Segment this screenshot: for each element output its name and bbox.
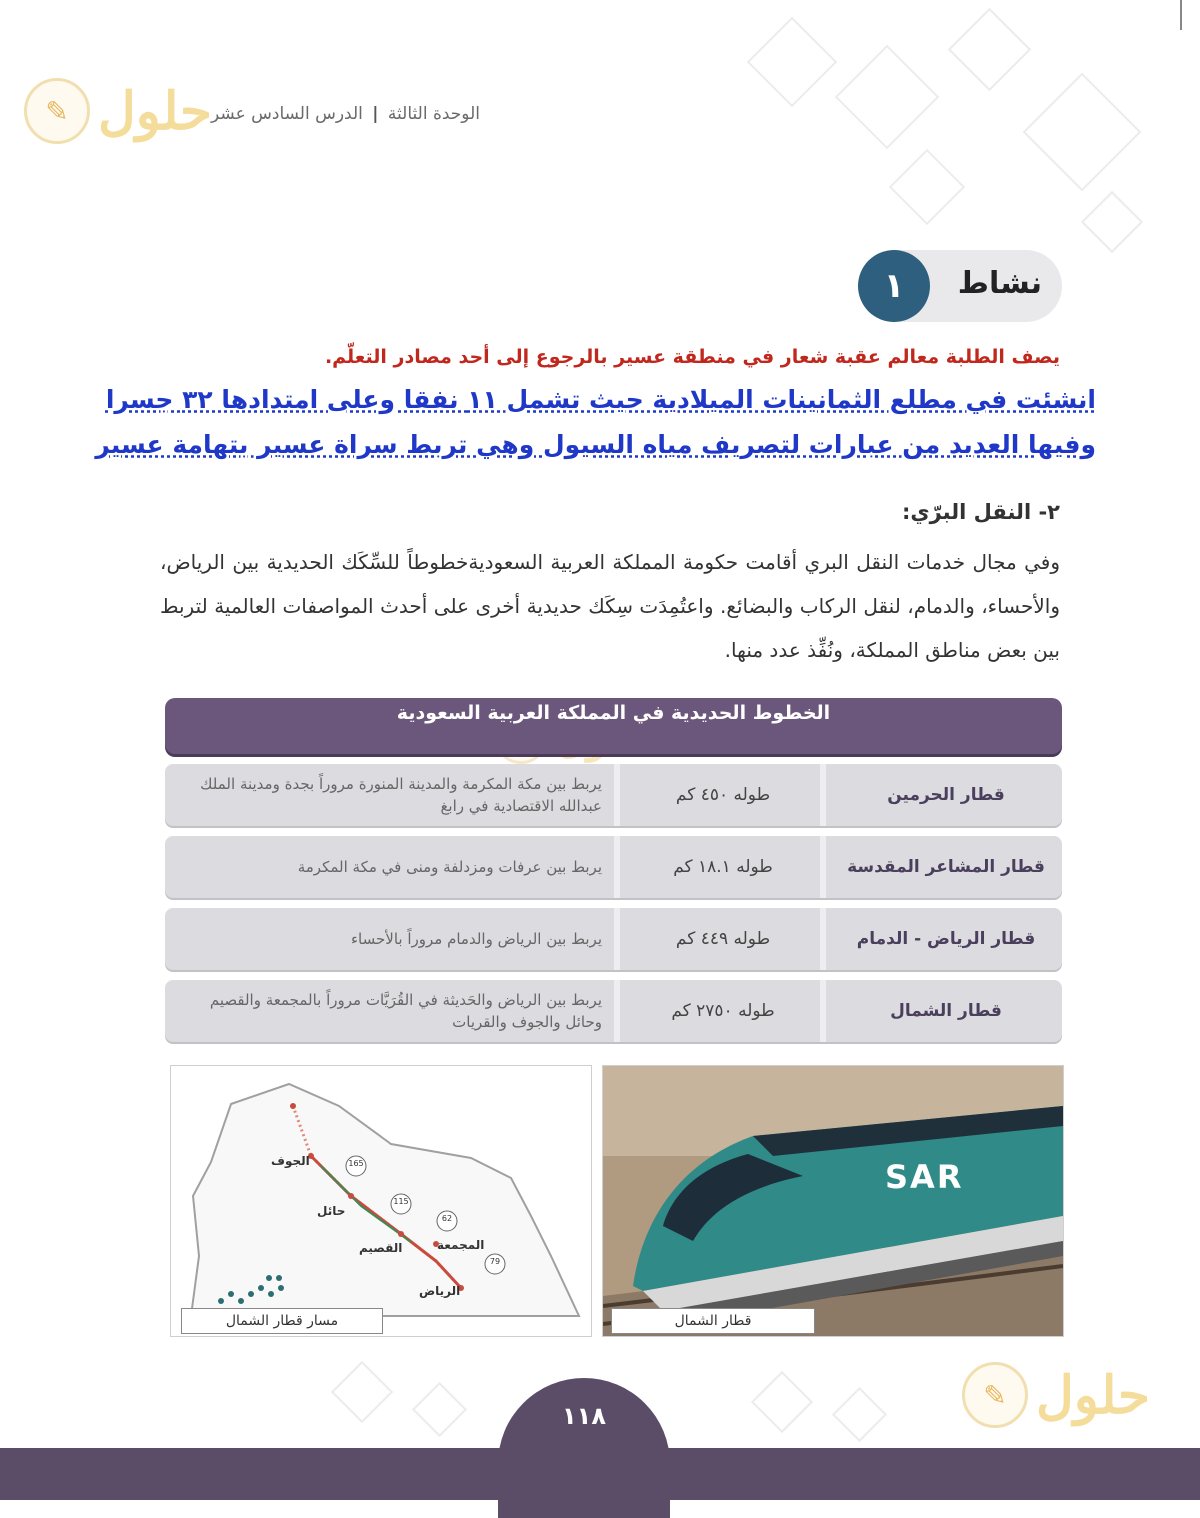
watermark-logo-icon: ✎ [962, 1362, 1028, 1428]
page-number: ١١٨ [562, 1402, 606, 1430]
train-length: طوله ١٨.١ كم [673, 857, 773, 877]
table-row [165, 980, 1062, 1042]
cell-divider [614, 908, 620, 970]
train-name: قطار الحرمين [887, 785, 1005, 805]
train-name: قطار الرياض - الدمام [856, 929, 1036, 949]
watermark-bottom [962, 1362, 1150, 1428]
cell-divider [820, 836, 826, 898]
background-decoration [412, 1382, 467, 1437]
activity-number: ١ [858, 250, 930, 322]
cell-divider [614, 764, 620, 826]
page-number-tab [498, 1378, 670, 1518]
train-photo-image [603, 1066, 1063, 1336]
train-description: يربط بين الرياض والحَديثة في القُرَيَّات مروراً بالمجمعة والقصيم وحائل والجوف والقريات [209, 991, 602, 1031]
cell-divider [820, 764, 826, 826]
activity-badge [858, 250, 1062, 322]
section-paragraph: وفي مجال خدمات النقل البري أقامت حكومة المملكة العربية السعوديةخطوطاً للسِّكَك الحديدية بين الرياض، والأحساء، والدمام، لنقل الركاب والبضائع. واعتُمِدَت سِكَك حديدية أخرى على أحدث المواصفات العالمية لتربط بين بعض مناطق المملكة، ونُفِّذ عدد منها. [160, 550, 1060, 662]
map-city-label: حائل [317, 1204, 346, 1218]
railways-table [165, 698, 1062, 1042]
train-length: طوله ٢٧٥٠ كم [671, 1001, 775, 1021]
table-row [165, 908, 1062, 970]
map-city-label: القصيم [359, 1241, 403, 1255]
watermark-text: حلول [1036, 1364, 1151, 1426]
map-distance-label: 115 [393, 1197, 409, 1206]
header-separator: | [372, 104, 379, 124]
train-name: قطار الشمال [890, 1001, 1002, 1021]
background-decoration [835, 45, 940, 150]
cell-divider [614, 980, 620, 1042]
background-decoration [751, 1371, 813, 1433]
train-description: يربط بين الرياض والدمام مروراً بالأحساء [350, 930, 602, 948]
table-row [165, 836, 1062, 898]
background-decoration [747, 17, 838, 108]
table-title: الخطوط الحديدية في المملكة العربية السعودية [165, 698, 1062, 754]
background-decoration [1081, 191, 1143, 253]
cell-divider [820, 980, 826, 1042]
activity-instruction: يصف الطلبة معالم عقبة شعار في منطقة عسير بالرجوع إلى أحد مصادر التعلّم. [324, 346, 1060, 368]
train-logo: SAR [885, 1158, 964, 1196]
activity-label: نشاط [957, 266, 1042, 301]
background-decoration [1023, 73, 1142, 192]
map-distance-label: 79 [489, 1257, 501, 1266]
answer-line-1: انشئت في مطلع الثمانينات الميلادية حيث تشمل ١١ نفقا وعلى امتدادها ٣٢ جسرا [105, 385, 1096, 414]
table-row [165, 764, 1062, 826]
background-decoration [331, 1361, 393, 1423]
background-decoration [832, 1387, 887, 1442]
map-caption: مسار قطار الشمال [181, 1308, 383, 1334]
map-distance-label: 62 [441, 1214, 453, 1223]
cell-divider [820, 908, 826, 970]
unit-label: الوحدة الثالثة [387, 104, 480, 124]
section-title: ٢- النقل البرّي: [901, 500, 1060, 524]
route-map-panel [170, 1065, 592, 1337]
watermark-text: حلول [98, 80, 213, 142]
lesson-label: الدرس السادس عشر [211, 104, 363, 124]
photo-caption: قطار الشمال [611, 1308, 815, 1334]
map-city-label: الرياض [419, 1284, 461, 1298]
page-edge-mark [1180, 0, 1182, 30]
train-name: قطار المشاعر المقدسة [847, 857, 1045, 877]
background-decoration [889, 149, 965, 225]
map-distance-label: 165 [348, 1159, 364, 1168]
watermark-logo-icon: ✎ [24, 78, 90, 144]
train-length: طوله ٤٤٩ كم [675, 929, 771, 949]
train-photo-panel [602, 1065, 1064, 1337]
route-map-image [171, 1066, 591, 1336]
map-city-label: الجوف [271, 1154, 310, 1168]
answer-line-2: وفيها العديد من عبارات لتصريف مياه السيول وهي تربط سراة عسير بتهامة عسير [95, 430, 1096, 459]
train-length: طوله ٤٥٠ كم [675, 785, 771, 805]
background-decoration [948, 8, 1031, 91]
watermark-top [24, 78, 212, 144]
train-description: يربط بين مكة المكرمة والمدينة المنورة مروراً بجدة ومدينة الملك عبدالله الاقتصادية في رابغ [200, 775, 602, 815]
map-city-label: المجمعة [437, 1238, 485, 1252]
cell-divider [614, 836, 620, 898]
train-description: يربط بين عرفات ومزدلفة ومنى في مكة المكرمة [297, 858, 602, 876]
